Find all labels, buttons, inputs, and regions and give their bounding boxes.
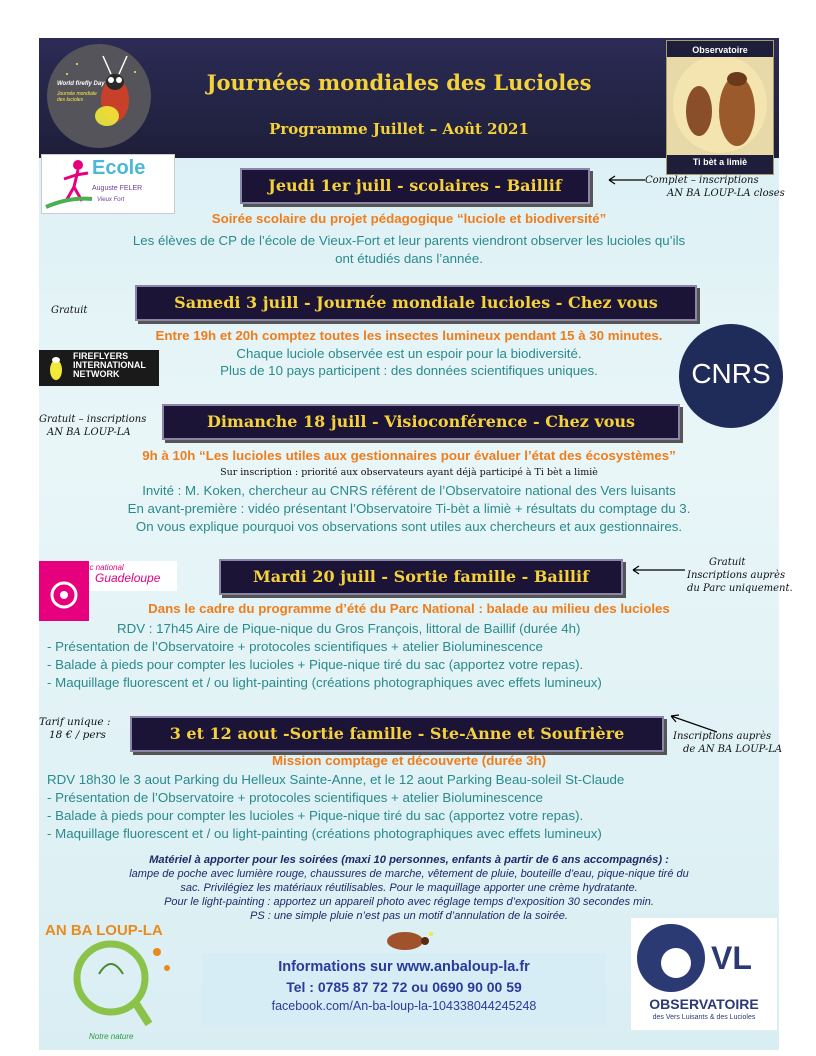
page-subtitle: Programme Juillet – Août 2021 <box>269 120 529 138</box>
parc-line2: Guadeloupe <box>95 571 161 585</box>
ovl-title: OBSERVATOIRE <box>649 996 759 1012</box>
ovl-ring <box>637 924 705 992</box>
event-2-line1: Chaque luciole observée est un espoir pour la biodiversité. <box>236 346 582 361</box>
event-5-highlight: Mission comptage et découverte (durée 3h) <box>271 753 547 768</box>
event-3-highlight: 9h à 10h “Les lucioles utiles aux gestionnaires pour évaluer l’état des écosystèmes” <box>142 448 676 463</box>
event-4-line1: RDV : 17h45 Aire de Pique-nique du Gros François, littoral de Baillif (durée 4h) <box>117 621 581 636</box>
contact-facebook[interactable]: facebook.com/An-ba-loup-la-104338044245248 <box>271 999 537 1013</box>
event-4-note-line3: du Parc uniquement. <box>687 583 793 594</box>
event-5-line1: RDV 18h30 le 3 aout Parking du Helleux Sainte-Anne, et le 12 aout Parking Beau-soleil St-Claude <box>47 772 625 787</box>
event-1-note <box>645 174 785 200</box>
anbaloupla-tagline: Notre nature <box>89 1032 134 1041</box>
materiel-line3: Pour le light-painting : apportez un appareil photo avec réglage temps d’exposition 30 secondes min. <box>164 896 654 908</box>
runners-icon <box>44 157 94 213</box>
beetle-icon <box>379 928 439 954</box>
event-5-line3: - Balade à pieds pour compter les lucioles + Pique-nique tiré du sac (apportez votre repas). <box>47 808 584 823</box>
event-4-line4: - Maquillage fluorescent et / ou light-painting (créations photographiques avec effets lumineux) <box>47 675 602 690</box>
ovl-logo <box>631 918 777 1030</box>
parc-line1: Parc national <box>77 563 124 572</box>
event-4-line3: - Balade à pieds pour compter les lucioles + Pique-nique tiré du sac (apportez votre repas). <box>47 657 584 672</box>
arrow-left-icon <box>605 174 645 186</box>
event-3-note-line2: AN BA LOUP-LA <box>47 427 131 438</box>
event-5-note-left-line2: 18 € / pers <box>49 729 106 741</box>
page-title: Journées mondiales des Lucioles <box>206 70 592 95</box>
event-1-line2: ont étudiés dans l’année. <box>335 251 483 266</box>
event-5-note-left-line1: Tarif unique : <box>39 716 111 728</box>
event-3-note-line1: Gratuit – inscriptions <box>39 414 147 425</box>
event-5-line2: - Présentation de l’Observatoire + protocoles scientifiques + atelier Bioluminescence <box>47 790 543 805</box>
arrow-left-icon <box>629 564 685 576</box>
event-3-line1: Invité : M. Koken, chercheur au CNRS référent de l’Observatoire national des Vers luisants <box>142 483 676 498</box>
event-3-note <box>39 413 146 439</box>
contact-phone: Tel : 0785 87 72 72 ou 0690 90 00 59 <box>286 979 522 995</box>
fireflyers-line1: FIREFLYERS <box>73 351 129 361</box>
event-2-highlight: Entre 19h et 20h comptez toutes les insectes lumineux pendant 15 à 30 minutes. <box>155 328 663 343</box>
event-1-line1: Les élèves de CP de l’école de Vieux-Fort et leur parents viendront observer les lucioles qu’ils <box>132 233 686 248</box>
cnrs-text: CNRS <box>691 358 771 389</box>
ovl-mark: VL <box>711 940 752 976</box>
flyer-page <box>39 38 793 1050</box>
logo-left-line1: World firefly Day <box>57 81 105 87</box>
logo-right-top: Observatoire <box>692 45 748 55</box>
cnrs-logo <box>679 324 783 428</box>
event-4-note <box>687 556 793 595</box>
event-3-subnote: Sur inscription : priorité aux observateurs ayant déjà participé à Ti bèt a limiè <box>220 467 598 478</box>
fireflyers-line3: NETWORK <box>73 369 120 379</box>
ecole-title: Ecole <box>92 157 146 179</box>
ecole-logo <box>41 154 175 214</box>
contact-website[interactable]: Informations sur www.anbaloup-la.fr <box>278 959 530 975</box>
event-3-line2: En avant-première : vidéo présentant l’Observatoire Ti-bèt a limiè + résultats du comptage du 3. <box>127 501 691 516</box>
event-2-note: Gratuit <box>51 305 88 316</box>
materiel-line2: sac. Privilégiez les matériaux réutilisables. Pour le maquillage apporter une crème hydratante. <box>180 882 638 894</box>
event-2-banner: Samedi 3 juill - Journée mondiale lucioles - Chez vous <box>135 285 697 321</box>
observatoire-logo <box>666 40 774 175</box>
event-4-line2: - Présentation de l’Observatoire + protocoles scientifiques + atelier Bioluminescence <box>47 639 543 654</box>
materiel-heading: Matériel à apporter pour les soirées (maxi 10 personnes, enfants à partir de 6 ans accompagnés) : <box>149 854 669 866</box>
fireflyers-line2: INTERNATIONAL <box>73 360 146 370</box>
event-5-line4: - Maquillage fluorescent et / ou light-painting (créations photographiques avec effets lumineux) <box>47 826 602 841</box>
ecole-name: Auguste FELER <box>92 185 143 192</box>
anbaloupla-logo <box>39 916 189 1046</box>
event-4-note-line2: Inscriptions auprès <box>687 570 786 581</box>
materiel-line4: PS : une simple pluie n’est pas un motif d’annulation de la soirée. <box>250 910 568 922</box>
event-1-note-line1: Complet – inscriptions <box>645 175 759 186</box>
event-5-note-line2: de AN BA LOUP-LA <box>683 744 783 755</box>
event-4-banner: Mardi 20 juill - Sortie famille - Baillif <box>219 559 623 595</box>
event-1-highlight: Soirée scolaire du projet pédagogique “luciole et biodiversité” <box>211 211 607 226</box>
event-5-note-left <box>39 716 111 742</box>
logo-left-line2: Journée mondiale des lucioles <box>57 91 97 103</box>
anbaloupla-name: AN BA LOUP-LA <box>45 922 163 939</box>
event-4-note-line1: Gratuit <box>709 557 746 568</box>
event-3-banner: Dimanche 18 juill - Visioconférence - Chez vous <box>162 404 680 440</box>
contact-box <box>202 953 606 1027</box>
ecole-place: Vieux Fort <box>97 197 125 203</box>
event-5-banner: 3 et 12 aout -Sortie famille - Ste-Anne et Soufrière <box>130 716 664 752</box>
event-1-note-line2: AN BA LOUP-LA closes <box>667 188 785 199</box>
event-4-highlight: Dans le cadre du programme d’été du Parc National : balade au milieu des lucioles <box>148 601 670 616</box>
event-5-note-line1: Inscriptions auprès <box>673 731 772 742</box>
logo-right-bottom: Ti bèt a limiè <box>692 157 748 167</box>
world-firefly-day-logo <box>47 44 151 148</box>
materiel-line1: lampe de poche avec lumière rouge, chaussures de marche, vêtement de pluie, bouteille d’eau, pique-nique tiré du <box>129 868 689 880</box>
ovl-hole <box>661 948 691 978</box>
event-1-banner: Jeudi 1er juill - scolaires - Baillif <box>240 168 590 204</box>
event-3-line3: On vous explique pourquoi vos observations sont utiles aux chercheurs et aux gestionnaires. <box>135 519 683 534</box>
event-2-line2: Plus de 10 pays participent : des données scientifiques uniques. <box>220 363 598 378</box>
ovl-subtitle: des Vers Luisants & des Lucioles <box>652 1014 756 1021</box>
